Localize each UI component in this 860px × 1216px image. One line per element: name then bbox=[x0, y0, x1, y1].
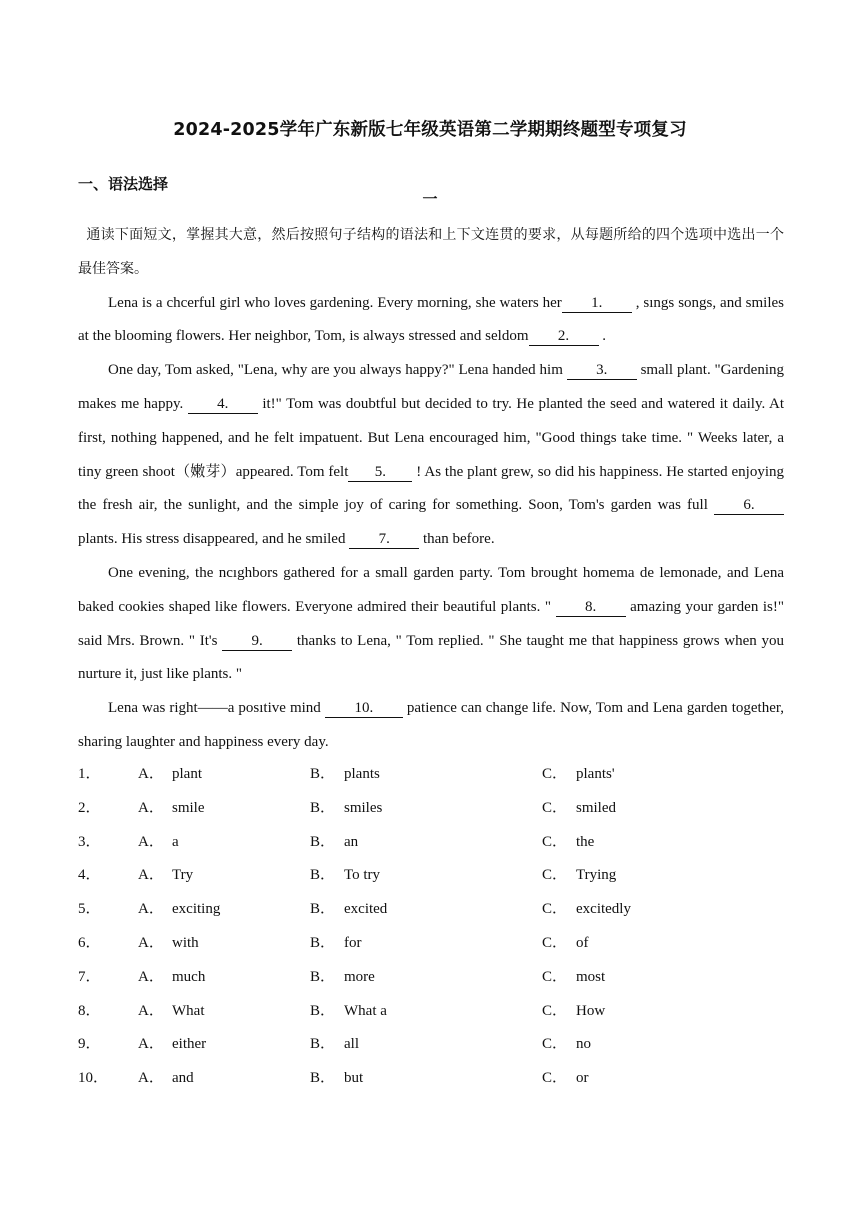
option-c[interactable] bbox=[542, 1062, 589, 1096]
option-letter: B． bbox=[310, 934, 336, 951]
option-text: excited bbox=[344, 901, 388, 918]
option-letter: C． bbox=[542, 799, 568, 816]
option-text: or bbox=[576, 1070, 589, 1087]
question-number: 2． bbox=[78, 799, 101, 816]
paragraph-2 bbox=[78, 354, 784, 557]
option-letter: B． bbox=[310, 968, 336, 985]
option-b[interactable] bbox=[310, 927, 362, 961]
option-letter: B． bbox=[310, 1036, 336, 1053]
option-text: Trying bbox=[576, 867, 617, 884]
passage-text: One evening, the ncıghbors gathered for a small garden party. Tom brought homema de lemonade, and Lena baked cookies shaped like flowers. Everyone admired their beautiful plants. " bbox=[78, 564, 784, 615]
option-letter: C． bbox=[542, 901, 568, 918]
option-a[interactable] bbox=[138, 1062, 194, 1096]
option-c[interactable] bbox=[542, 758, 615, 792]
option-text: a bbox=[172, 833, 179, 850]
option-text: To try bbox=[344, 867, 381, 884]
question-row bbox=[78, 995, 784, 1029]
option-text: the bbox=[576, 833, 595, 850]
option-b[interactable] bbox=[310, 859, 380, 893]
blank-1: 1. bbox=[562, 294, 632, 313]
blank-4: 4. bbox=[188, 395, 258, 414]
option-text: What a bbox=[344, 1002, 387, 1019]
blank-6: 6. bbox=[714, 496, 784, 515]
option-c[interactable] bbox=[542, 859, 616, 893]
paragraph-4 bbox=[78, 692, 784, 760]
question-row bbox=[78, 1062, 784, 1096]
option-letter: B． bbox=[310, 1070, 336, 1087]
option-b[interactable] bbox=[310, 961, 375, 995]
option-c[interactable] bbox=[542, 927, 589, 961]
option-letter: C． bbox=[542, 1036, 568, 1053]
paragraph-1 bbox=[78, 287, 784, 355]
section-heading: 一、语法选择 bbox=[78, 175, 169, 193]
question-number: 5． bbox=[78, 901, 101, 918]
option-c[interactable] bbox=[542, 995, 605, 1029]
option-letter: A． bbox=[138, 799, 164, 816]
question-row bbox=[78, 927, 784, 961]
option-b[interactable] bbox=[310, 995, 387, 1029]
option-letter: A． bbox=[138, 1070, 164, 1087]
option-letter: C． bbox=[542, 1002, 568, 1019]
option-text: plants bbox=[344, 766, 380, 782]
passage-text: small plant. "Gardening makes me happy. bbox=[78, 362, 784, 412]
passage-text: plants. His stress disappeared, and he smiled bbox=[78, 531, 350, 548]
options-list bbox=[78, 758, 784, 1096]
question-number: 10． bbox=[78, 1070, 109, 1087]
option-text: with bbox=[172, 934, 199, 951]
question-number: 9． bbox=[78, 1036, 101, 1053]
question-number: 1． bbox=[78, 766, 101, 782]
option-letter: A． bbox=[138, 1036, 164, 1053]
option-text: either bbox=[172, 1036, 207, 1053]
blank-10: 10. bbox=[325, 699, 403, 718]
option-text: of bbox=[576, 934, 589, 951]
option-text: all bbox=[344, 1036, 359, 1053]
blank-3: 3. bbox=[567, 361, 637, 380]
option-b[interactable] bbox=[310, 792, 382, 826]
question-number: 3． bbox=[78, 833, 101, 850]
subsection-heading: 一 bbox=[422, 190, 438, 208]
option-text: plants' bbox=[576, 766, 615, 782]
option-letter: B． bbox=[310, 766, 336, 782]
question-number: 7． bbox=[78, 968, 101, 985]
document-title: 2024-2025学年广东新版七年级英语第二学期期终题型专项复习 bbox=[173, 120, 687, 140]
passage-text: Lena is a chcerful girl who loves gardening. Every morning, she waters her bbox=[108, 294, 562, 311]
question-row bbox=[78, 826, 784, 860]
passage-text: Lena was right——a posıtive mind bbox=[108, 700, 325, 717]
option-letter: B． bbox=[310, 1002, 336, 1019]
option-a[interactable] bbox=[138, 995, 204, 1029]
passage-text: thanks to Lena, " Tom replied. " She taught me that happiness grows when you nurture it, just like plants. " bbox=[78, 632, 784, 683]
passage-text: , sıngs songs, and smiles at the blooming flowers. Her neighbor, Tom, is always stressed and seldom bbox=[78, 294, 784, 345]
option-a[interactable] bbox=[138, 961, 205, 995]
option-text: exciting bbox=[172, 901, 221, 918]
option-letter: C． bbox=[542, 766, 568, 782]
option-letter: A． bbox=[138, 833, 164, 850]
option-text: plant bbox=[172, 766, 202, 782]
option-text: an bbox=[344, 833, 359, 850]
option-a[interactable] bbox=[138, 859, 193, 893]
option-letter: C． bbox=[542, 867, 568, 884]
passage-text: . bbox=[598, 328, 606, 345]
question-row bbox=[78, 1028, 784, 1062]
question-number: 4． bbox=[78, 867, 101, 884]
option-letter: A． bbox=[138, 1002, 164, 1019]
option-text: no bbox=[576, 1036, 591, 1053]
option-letter: C． bbox=[542, 1070, 568, 1087]
option-text: How bbox=[576, 1002, 606, 1019]
option-letter: A． bbox=[138, 867, 164, 884]
blank-8: 8. bbox=[556, 598, 626, 617]
blank-7: 7. bbox=[349, 530, 419, 549]
passage-text: it!" Tom was doubtful but decided to try. He planted the seed and watered it daily. At first, nothing happened, and he felt impatuent. But Lena encouraged him, "Good things take time. " Weeks later, a tiny green shoot（嫩芽）appeared. Tom felt bbox=[78, 395, 784, 480]
option-letter: A． bbox=[138, 968, 164, 985]
option-b[interactable] bbox=[310, 893, 387, 927]
blank-9: 9. bbox=[222, 632, 292, 651]
question-number: 6． bbox=[78, 934, 101, 951]
question-number: 8． bbox=[78, 1002, 101, 1019]
option-text: smiles bbox=[344, 799, 383, 816]
option-a[interactable] bbox=[138, 1028, 206, 1062]
option-letter: B． bbox=[310, 901, 336, 918]
question-row bbox=[78, 859, 784, 893]
option-b[interactable] bbox=[310, 826, 358, 860]
instruction-text: 通读下面短文，掌握其大意，然后按照句子结构的语法和上下文连贯的要求，从每题所给的四个选项中选出一个最佳答案。 bbox=[78, 227, 784, 277]
option-text: but bbox=[344, 1070, 364, 1087]
blank-2: 2. bbox=[529, 327, 599, 346]
paragraph-3 bbox=[78, 557, 784, 692]
blank-5: 5. bbox=[348, 463, 412, 482]
option-a[interactable] bbox=[138, 927, 199, 961]
option-c[interactable] bbox=[542, 1028, 591, 1062]
passage-text: One day, Tom asked, "Lena, why are you always happy?" Lena handed him bbox=[108, 362, 567, 379]
option-text: smiled bbox=[576, 799, 616, 816]
passage-text: amazing your garden is!" said Mrs. Brown. " It's bbox=[78, 598, 784, 649]
passage-text: than before. bbox=[419, 531, 495, 548]
option-text: and bbox=[172, 1070, 194, 1087]
option-c[interactable] bbox=[542, 893, 631, 927]
question-row bbox=[78, 893, 784, 927]
option-c[interactable] bbox=[542, 792, 616, 826]
option-text: excitedly bbox=[576, 901, 631, 918]
option-c[interactable] bbox=[542, 826, 594, 860]
option-letter: C． bbox=[542, 968, 568, 985]
option-c[interactable] bbox=[542, 961, 605, 995]
option-text: smile bbox=[172, 799, 205, 816]
question-row bbox=[78, 792, 784, 826]
question-row bbox=[78, 961, 784, 995]
option-b[interactable] bbox=[310, 1062, 363, 1096]
option-text: for bbox=[344, 934, 362, 951]
option-b[interactable] bbox=[310, 758, 380, 792]
option-letter: B． bbox=[310, 799, 336, 816]
option-letter: C． bbox=[542, 833, 568, 850]
option-text: What bbox=[172, 1002, 205, 1019]
option-letter: C． bbox=[542, 934, 568, 951]
passage-text: patience can change life. Now, Tom and Lena garden together, sharing laughter and happiness every day. bbox=[78, 700, 784, 750]
passage-text: ! As the plant grew, so did his happiness. He started enjoying the fresh air, the sunlight, and the simple joy of caring for something. Soon, Tom's garden was full bbox=[78, 463, 784, 514]
option-b[interactable] bbox=[310, 1028, 359, 1062]
option-a[interactable] bbox=[138, 893, 220, 927]
option-a[interactable] bbox=[138, 792, 205, 826]
option-text: most bbox=[576, 968, 606, 985]
option-text: Try bbox=[172, 867, 194, 884]
passage-body bbox=[78, 219, 784, 760]
option-letter: A． bbox=[138, 766, 164, 782]
option-letter: B． bbox=[310, 867, 336, 884]
option-text: more bbox=[344, 968, 375, 985]
option-a[interactable] bbox=[138, 758, 202, 792]
option-text: much bbox=[172, 968, 206, 985]
question-row bbox=[78, 758, 784, 792]
option-letter: B． bbox=[310, 833, 336, 850]
option-letter: A． bbox=[138, 901, 164, 918]
option-letter: A． bbox=[138, 934, 164, 951]
option-a[interactable] bbox=[138, 826, 179, 860]
